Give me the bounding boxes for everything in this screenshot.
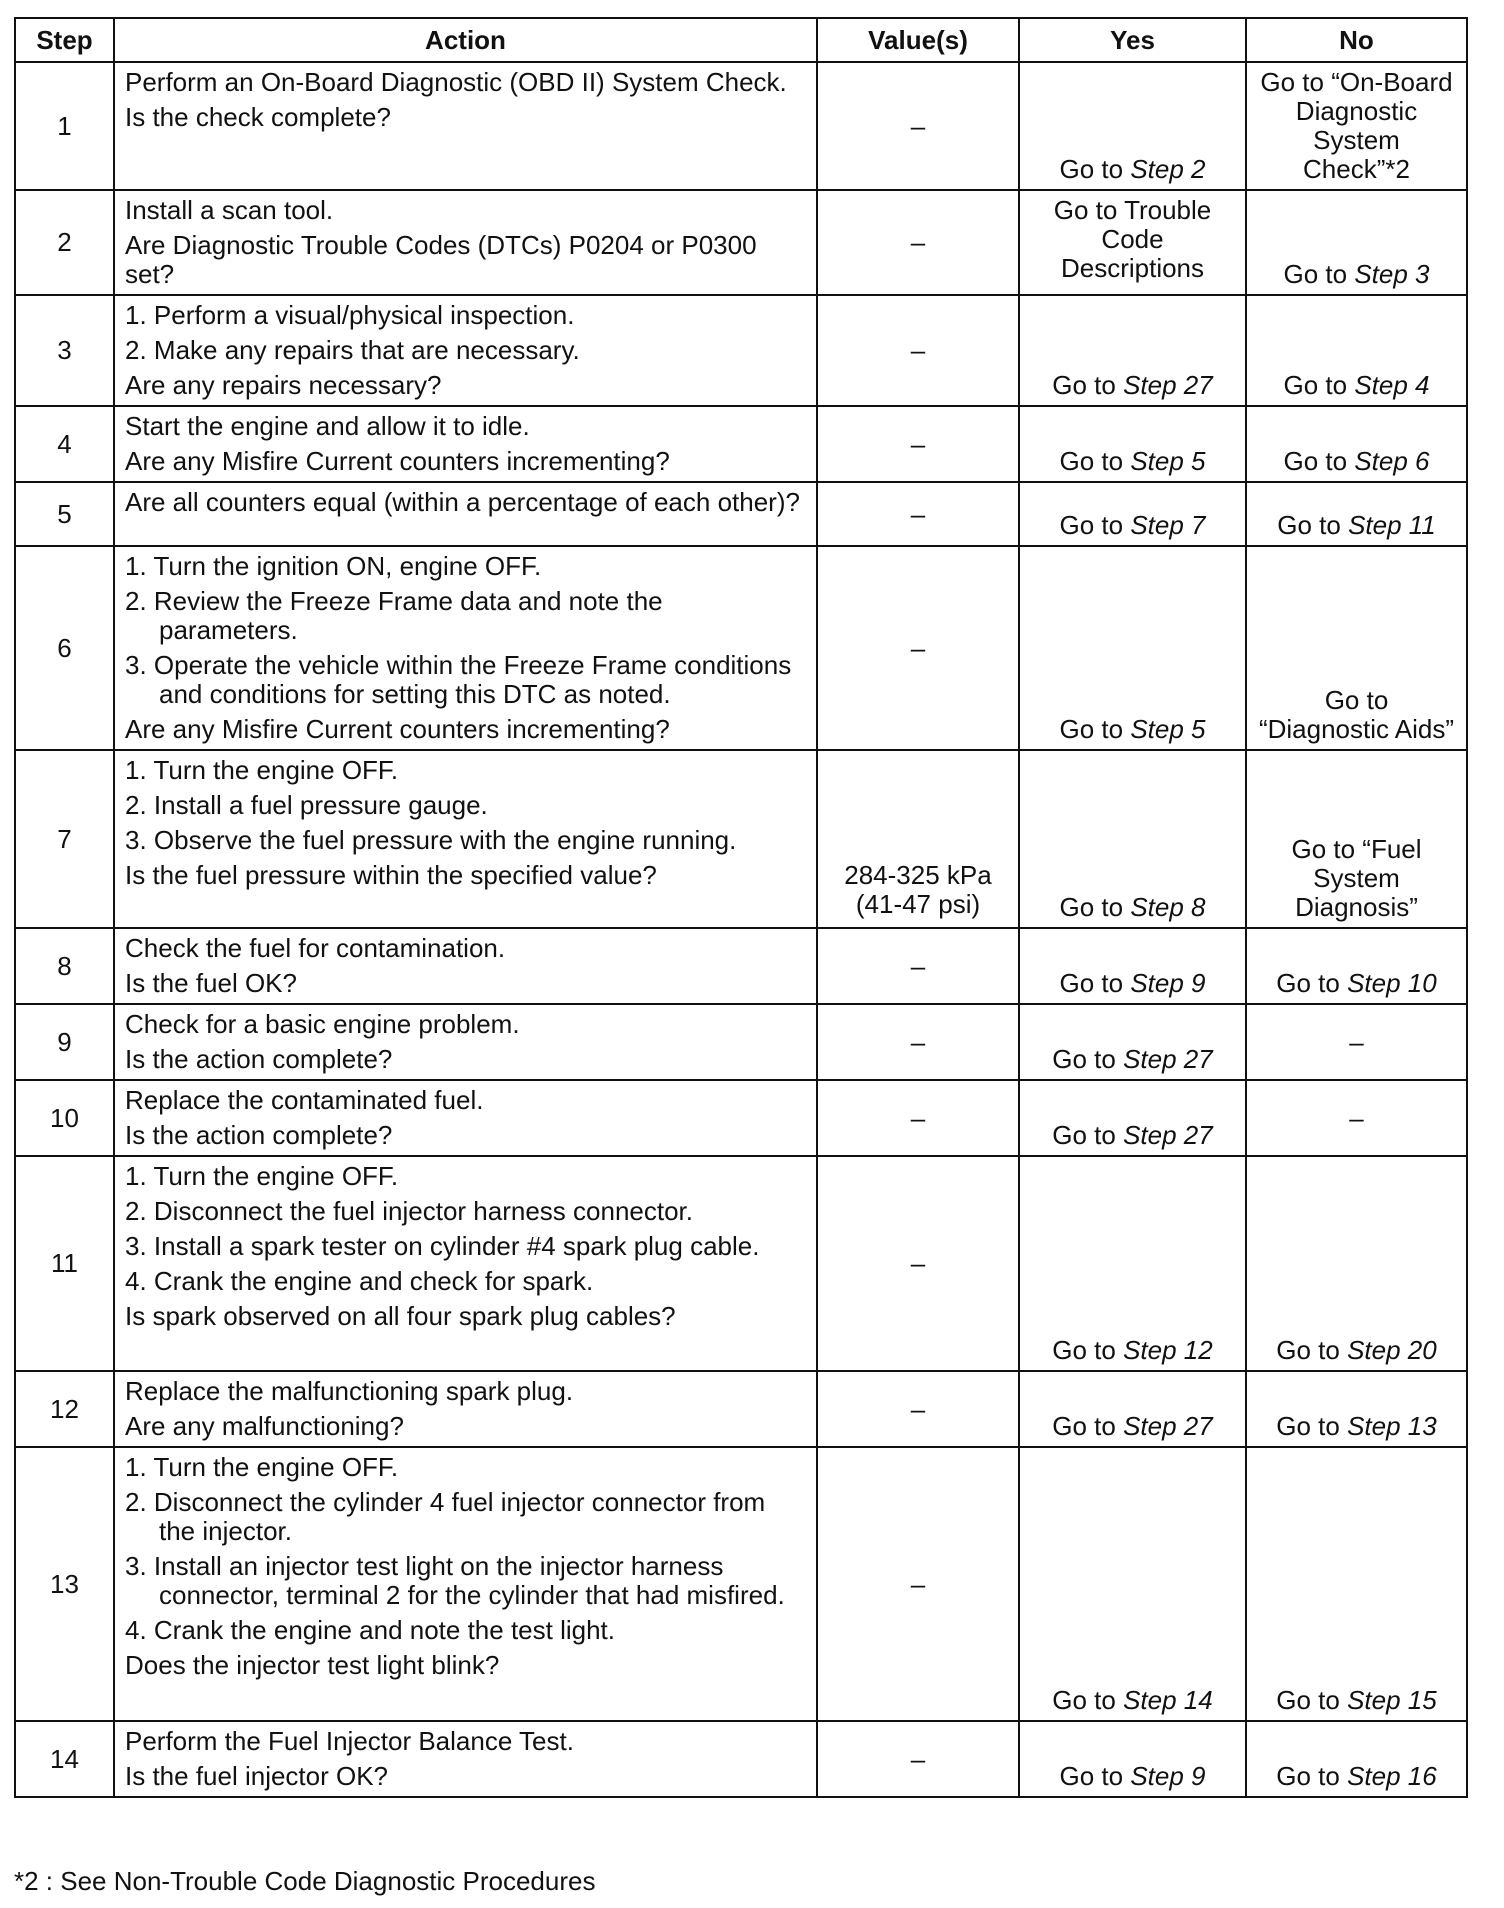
no-step-link: Step 15 [1347, 1685, 1437, 1715]
no-prefix: Go to [1276, 968, 1348, 998]
yes-cell [1019, 482, 1246, 546]
table-row [15, 295, 1467, 406]
action-line: 2. Disconnect the fuel injector harness connector. [125, 1196, 693, 1226]
no-step-link: Step 3 [1354, 259, 1430, 289]
action-line: Replace the contaminated fuel. [125, 1085, 484, 1115]
yes-cell [1019, 546, 1246, 750]
action-line: 1. Turn the engine OFF. [125, 755, 399, 785]
table-row [15, 62, 1467, 190]
action-line: 4. Crank the engine and note the test light. [125, 1615, 616, 1645]
action-line: 2. Install a fuel pressure gauge. [125, 790, 488, 820]
no-step-link: Step 6 [1354, 446, 1430, 476]
action-line: Perform the Fuel Injector Balance Test. [125, 1726, 574, 1756]
action-line: Check the fuel for contamination. [125, 933, 506, 963]
yes-prefix: Go to [1059, 446, 1131, 476]
action-line: 2. Make any repairs that are necessary. [125, 335, 580, 365]
value-cell: – [817, 1721, 1019, 1797]
action-cell [114, 1004, 817, 1080]
step-number: 9 [15, 1004, 114, 1080]
yes-step-link: Step 5 [1130, 446, 1206, 476]
action-cell [114, 928, 817, 1004]
value-cell: – [817, 62, 1019, 190]
no-cell [1246, 190, 1467, 295]
table-row [15, 1371, 1467, 1447]
yes-cell [1019, 1721, 1246, 1797]
no-cell: Go to “Fuel System Diagnosis” [1246, 750, 1467, 928]
action-line: 2. Review the Freeze Frame data and note the parameters. [125, 586, 663, 645]
action-line: 1. Turn the engine OFF. [125, 1452, 399, 1482]
action-question: Are any Misfire Current counters incrementing? [125, 446, 670, 476]
action-line: Replace the malfunctioning spark plug. [125, 1376, 574, 1406]
action-line: 3. Operate the vehicle within the Freeze Frame conditions and conditions for setting this DTC as noted. [125, 650, 792, 709]
yes-prefix: Go to [1059, 1761, 1131, 1791]
value-cell: – [817, 406, 1019, 482]
action-cell [114, 295, 817, 406]
step-number: 12 [15, 1371, 114, 1447]
table-row [15, 750, 1467, 928]
step-number: 11 [15, 1156, 114, 1371]
step-number: 14 [15, 1721, 114, 1797]
value-cell: – [817, 190, 1019, 295]
yes-prefix: Go to [1052, 1411, 1124, 1441]
yes-step-link: Step 5 [1130, 714, 1206, 744]
no-step-link: Step 4 [1354, 370, 1430, 400]
action-line: 4. Crank the engine and check for spark. [125, 1266, 594, 1296]
step-number: 10 [15, 1080, 114, 1156]
yes-cell [1019, 1080, 1246, 1156]
no-cell [1246, 1156, 1467, 1371]
step-number: 4 [15, 406, 114, 482]
yes-prefix: Go to [1052, 1685, 1124, 1715]
step-number: 8 [15, 928, 114, 1004]
action-line: 1. Perform a visual/physical inspection. [125, 300, 575, 330]
no-prefix: Go to [1276, 1335, 1348, 1365]
action-line: Perform an On-Board Diagnostic (OBD II) System Check. [125, 67, 787, 97]
no-prefix: Go to [1283, 446, 1355, 476]
no-prefix: Go to [1276, 1761, 1348, 1791]
yes-cell [1019, 1371, 1246, 1447]
table-row [15, 928, 1467, 1004]
step-number: 6 [15, 546, 114, 750]
action-cell [114, 1447, 817, 1721]
no-cell [1246, 1721, 1467, 1797]
no-cell [1246, 928, 1467, 1004]
no-prefix: Go to [1277, 510, 1349, 540]
no-step-link: Step 13 [1347, 1411, 1437, 1441]
no-cell: Go to “On-Board Diagnostic System Check”*2 [1246, 62, 1467, 190]
action-cell [114, 1371, 817, 1447]
step-number: 7 [15, 750, 114, 928]
no-step-link: Step 10 [1347, 968, 1437, 998]
value-cell: – [817, 1447, 1019, 1721]
no-step-link: Step 16 [1347, 1761, 1437, 1791]
table-row [15, 1080, 1467, 1156]
action-question: Is the action complete? [125, 1120, 393, 1150]
no-prefix: Go to [1276, 1685, 1348, 1715]
action-question: Are any Misfire Current counters incrementing? [125, 714, 670, 744]
action-line: 1. Turn the engine OFF. [125, 1161, 399, 1191]
action-question: Is spark observed on all four spark plug cables? [125, 1301, 676, 1331]
action-cell [114, 62, 817, 190]
yes-step-link: Step 12 [1123, 1335, 1213, 1365]
no-cell: – [1246, 1004, 1467, 1080]
no-cell: – [1246, 1080, 1467, 1156]
no-cell [1246, 295, 1467, 406]
yes-step-link: Step 8 [1130, 892, 1206, 922]
action-question: Is the fuel OK? [125, 968, 297, 998]
action-question: Are all counters equal (within a percentage of each other)? [125, 487, 800, 517]
action-cell [114, 1080, 817, 1156]
header-yes: Yes [1019, 18, 1246, 62]
yes-prefix: Go to [1052, 370, 1124, 400]
table-row [15, 1156, 1467, 1371]
action-cell [114, 482, 817, 546]
yes-step-link: Step 7 [1130, 510, 1206, 540]
no-prefix: Go to [1283, 259, 1355, 289]
yes-cell [1019, 406, 1246, 482]
value-cell: – [817, 295, 1019, 406]
table-row [15, 546, 1467, 750]
yes-step-link: Step 27 [1123, 1120, 1213, 1150]
action-question: Is the fuel pressure within the specified value? [125, 860, 657, 890]
action-cell [114, 1721, 817, 1797]
action-cell [114, 406, 817, 482]
step-number: 5 [15, 482, 114, 546]
yes-prefix: Go to [1059, 510, 1131, 540]
footnote: *2 : See Non-Trouble Code Diagnostic Procedures [14, 1866, 596, 1896]
action-line: 3. Install an injector test light on the injector harness connector, terminal 2 for the cylinder that had misfired. [125, 1551, 785, 1610]
value-cell: 284-325 kPa (41-47 psi) [817, 750, 1019, 928]
header-action: Action [114, 18, 817, 62]
no-cell [1246, 1371, 1467, 1447]
yes-cell: Go to Trouble Code Descriptions [1019, 190, 1246, 295]
no-cell [1246, 406, 1467, 482]
action-cell [114, 190, 817, 295]
yes-prefix: Go to [1052, 1044, 1124, 1074]
action-cell [114, 546, 817, 750]
yes-prefix: Go to [1059, 154, 1131, 184]
yes-step-link: Step 14 [1123, 1685, 1213, 1715]
header-row [15, 18, 1467, 62]
step-number: 2 [15, 190, 114, 295]
table-row [15, 1447, 1467, 1721]
yes-step-link: Step 9 [1130, 1761, 1206, 1791]
step-number: 1 [15, 62, 114, 190]
no-prefix: Go to [1283, 370, 1355, 400]
action-line: 1. Turn the ignition ON, engine OFF. [125, 551, 542, 581]
value-cell: – [817, 1371, 1019, 1447]
value-cell: – [817, 1156, 1019, 1371]
no-step-link: Step 20 [1347, 1335, 1437, 1365]
value-cell: – [817, 482, 1019, 546]
yes-step-link: Step 27 [1123, 1044, 1213, 1074]
no-cell [1246, 482, 1467, 546]
yes-cell [1019, 62, 1246, 190]
value-cell: – [817, 928, 1019, 1004]
table-row [15, 190, 1467, 295]
yes-step-link: Step 2 [1130, 154, 1206, 184]
action-line: Check for a basic engine problem. [125, 1009, 520, 1039]
action-line: Start the engine and allow it to idle. [125, 411, 530, 441]
header-value: Value(s) [817, 18, 1019, 62]
step-number: 13 [15, 1447, 114, 1721]
header-no: No [1246, 18, 1467, 62]
table-row [15, 482, 1467, 546]
yes-cell [1019, 928, 1246, 1004]
value-cell: – [817, 546, 1019, 750]
action-cell [114, 1156, 817, 1371]
value-cell: – [817, 1080, 1019, 1156]
yes-prefix: Go to [1059, 714, 1131, 744]
action-question: Is the fuel injector OK? [125, 1761, 389, 1791]
step-number: 3 [15, 295, 114, 406]
yes-cell [1019, 750, 1246, 928]
no-step-link: Step 11 [1348, 510, 1436, 540]
no-cell [1246, 1447, 1467, 1721]
table-row [15, 1721, 1467, 1797]
action-question: Are Diagnostic Trouble Codes (DTCs) P0204 or P0300 set? [125, 230, 757, 289]
header-step: Step [15, 18, 114, 62]
yes-cell [1019, 1447, 1246, 1721]
yes-prefix: Go to [1052, 1335, 1124, 1365]
yes-cell [1019, 1004, 1246, 1080]
no-cell: Go to “Diagnostic Aids” [1246, 546, 1467, 750]
yes-step-link: Step 27 [1123, 1411, 1213, 1441]
value-cell: – [817, 1004, 1019, 1080]
no-prefix: Go to [1276, 1411, 1348, 1441]
action-line: Install a scan tool. [125, 195, 334, 225]
action-question: Are any malfunctioning? [125, 1411, 404, 1441]
yes-prefix: Go to [1052, 1120, 1124, 1150]
yes-cell [1019, 295, 1246, 406]
action-line: 3. Install a spark tester on cylinder #4 spark plug cable. [125, 1231, 760, 1261]
action-question: Does the injector test light blink? [125, 1650, 500, 1680]
action-cell [114, 750, 817, 928]
action-question: Are any repairs necessary? [125, 370, 442, 400]
action-question: Is the action complete? [125, 1044, 393, 1074]
action-question: Is the check complete? [125, 102, 391, 132]
table-row [15, 406, 1467, 482]
yes-step-link: Step 9 [1130, 968, 1206, 998]
diagnostic-table [14, 17, 1468, 1798]
table-row [15, 1004, 1467, 1080]
action-line: 2. Disconnect the cylinder 4 fuel injector connector from the injector. [125, 1487, 766, 1546]
yes-cell [1019, 1156, 1246, 1371]
yes-prefix: Go to [1059, 892, 1131, 922]
yes-prefix: Go to [1059, 968, 1131, 998]
yes-step-link: Step 27 [1123, 370, 1213, 400]
action-line: 3. Observe the fuel pressure with the engine running. [125, 825, 737, 855]
